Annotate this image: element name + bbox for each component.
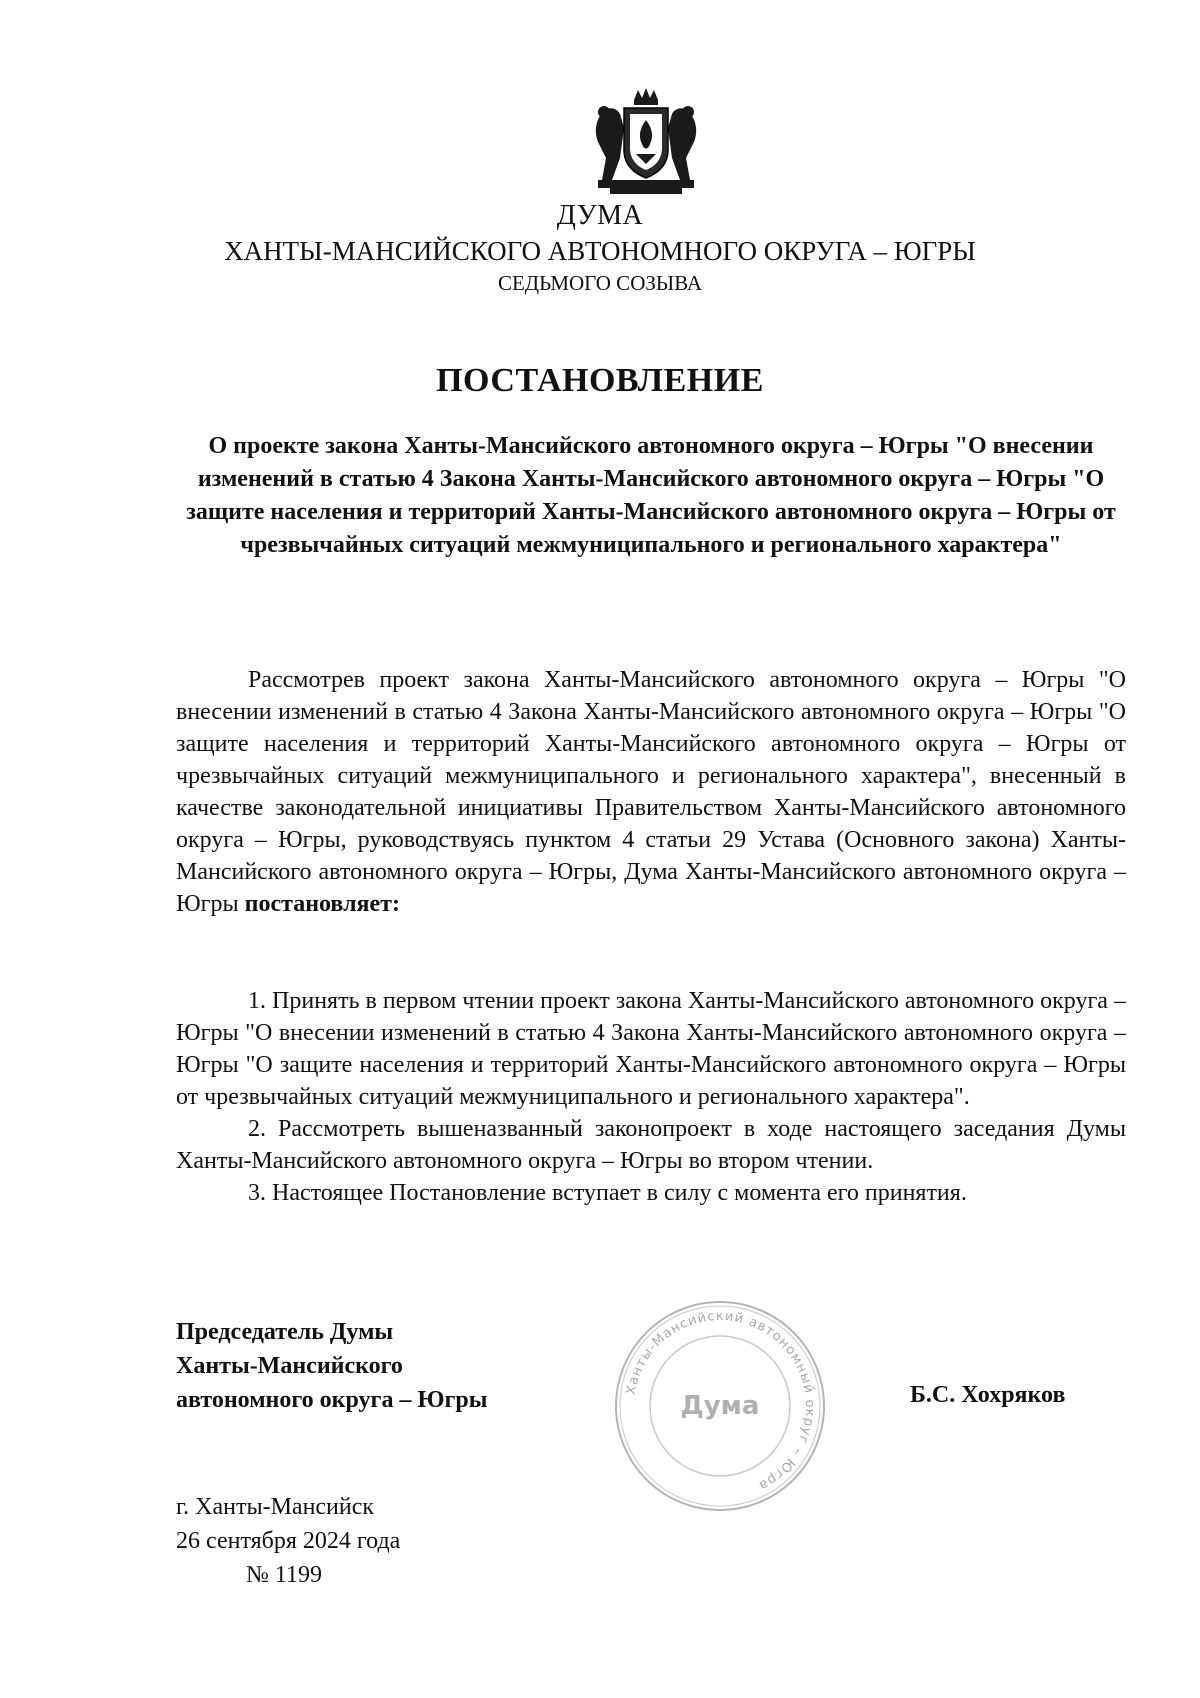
region-name: ХАНТЫ-МАНСИЙСКОГО АВТОНОМНОГО ОКРУГА – ЮГРЫ <box>224 236 976 266</box>
preamble <box>176 664 1126 920</box>
resolution-point: 3. Настоящее Постановление вступает в силу с момента его принятия. <box>248 1180 967 1206</box>
document-type: ПОСТАНОВЛЕНИЕ <box>436 362 764 399</box>
resolution-points <box>176 985 1126 1209</box>
signatory-position-line: Ханты-Мансийского <box>176 1353 403 1379</box>
organization-name: ДУМА <box>556 200 644 231</box>
resolution-point: 1. Принять в первом чтении проект закона Ханты-Мансийского автономного округа – Югры "О внесении изменений в статью 4 Закона Ханты-Мансийского автономного округа – Югры "О защите населения и территорий Ханты-Мансийского автономного округа – Югры от чрезвычайных ситуаций межмуниципального и регионального характера". <box>176 988 1126 1110</box>
signatory-position-line: Председатель Думы <box>176 1319 394 1345</box>
signatory-name: Б.С. Хохряков <box>910 1382 1066 1408</box>
seal-ring-text: Ханты-Мансийский автономный округ – Югра <box>623 1308 818 1494</box>
signatory-position <box>176 1315 487 1417</box>
resolution-point: 2. Рассмотреть вышеназванный законопроект в ходе настоящего заседания Думы Ханты-Мансийского автономного округа – Югры во втором чтении. <box>176 1116 1126 1174</box>
document-footer <box>176 1490 400 1592</box>
document-subject: О проекте закона Ханты-Мансийского автономного округа – Югры "О внесении изменений в статью 4 Закона Ханты-Мансийского автономного округа – Югры "О защите населения и территорий Ханты-Мансийского автономного округа – Югры от чрезвычайных ситуаций межмуниципального и регионального характера" <box>186 433 1116 558</box>
decree-word: постановляет: <box>244 891 400 917</box>
seal-center-text: Дума <box>680 1391 760 1421</box>
city: г. Ханты-Мансийск <box>176 1494 375 1520</box>
date: 26 сентября 2024 года <box>176 1528 401 1554</box>
document-number: № 1199 <box>246 1562 323 1588</box>
coat-of-arms-icon <box>590 88 702 196</box>
preamble-text: Рассмотрев проект закона Ханты-Мансийского автономного округа – Югры "О внесении изменений в статью 4 Закона Ханты-Мансийского автономного округа – Югры "О защите населения и территорий Ханты-Мансийского автономного округа – Югры от чрезвычайных ситуаций межмуниципального и регионального характера", внесенный в качестве законодательной инициативы Правительством Ханты-Мансийского автономного округа – Югры, руководствуясь пунктом 4 статьи 29 Устава (Основного закона) Ханты-Мансийского автономного округа – Югры, Дума Ханты-Мансийского автономного округа – Югры <box>176 667 1126 917</box>
signatory-position-line: автономного округа – Югры <box>176 1387 488 1413</box>
official-seal-stamp <box>612 1298 828 1514</box>
convocation: СЕДЬМОГО СОЗЫВА <box>497 271 703 295</box>
